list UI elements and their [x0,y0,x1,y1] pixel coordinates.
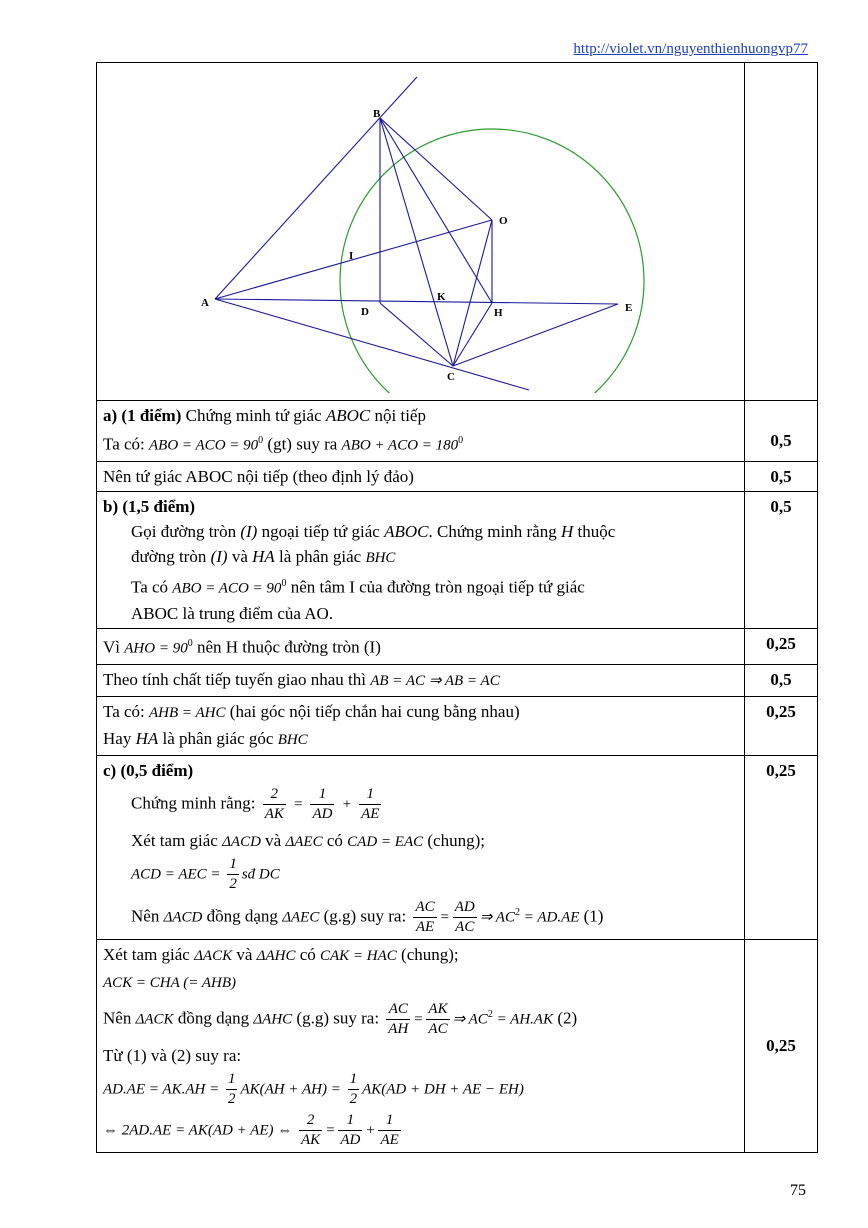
label-K: K [437,291,446,303]
frac-AC-AE: $\frac{AC}{AE}$ [415,898,435,935]
part-c-l2: Xét tam giác ΔACD và ΔAEC có CAD = EAC (chung); [131,830,485,850]
part-c-m1: Xét tam giác ΔACK và ΔAHC có CAK = HAC (chung); [103,944,459,964]
geometry-figure [97,63,747,393]
part-b-r3: Theo tính chất tiếp tuyến giao nhau thì AB = AC ⇒ AB = AC [97,664,745,696]
label-D: D [361,306,369,318]
part-b-p1: Gọi đường tròn (I) ngoại tiếp tứ giác ABOC. Chứng minh rằng H thuộc [131,521,616,541]
label-B: B [373,108,381,120]
frac-1-AE: $\frac{1}{AE}$ [361,785,380,822]
part-b-cell [97,491,745,629]
part-b-row [97,491,818,629]
part-c-score2: 0,25 [745,939,818,1152]
part-a-score: 0,5 [745,401,818,462]
figure-score-cell [745,63,818,401]
part-c-row2 [97,939,818,1152]
tangent-AC [215,299,529,390]
frac-AC-AH: $\frac{AC}{AH}$ [388,1000,409,1037]
line-AO [215,220,492,299]
frac-2-AK-b: $\frac{2}{AK}$ [301,1111,321,1148]
label-H: H [494,307,503,319]
part-c-title: c) (0,5 điểm) [103,760,194,780]
label-O: O [499,215,508,227]
part-c-m6: ⇔ 2AD.AE = AK(AD + AE) ⇔ $\frac{2}{AK}$ = $\frac{1}{AD}$ + $\frac{1}{AE}$ [103,1111,399,1148]
frac-AK-AC: $\frac{AK}{AC}$ [428,1000,448,1037]
part-b-score3: 0,5 [745,664,818,696]
part-c-l1: Chứng minh rằng: $\frac{2}{AK}$ = $\frac{1}{AD}$ + $\frac{1}{AE}$ [131,785,380,822]
part-a-cell [97,401,745,462]
frac-2-AK: $\frac{2}{AK}$ [264,785,284,822]
part-c-l4: Nên ΔACD đồng dạng ΔAEC (g.g) suy ra: $\frac{AC}{AE}$ = $\frac{AD}{AC}$ ⇒ $AC^2 = AD.AE$ (1) [131,898,604,935]
part-b-score4: 0,25 [745,696,818,755]
part-c-cell [97,755,745,939]
part-b-p2: đường tròn (I) và HA là phân giác BHC [131,546,396,566]
part-b-title: b) (1,5 điểm) [103,496,196,516]
line-BH [380,118,492,303]
label-C: C [447,371,455,383]
part-b-r2: Vì AHO = $90^0$ nên H thuộc đường tròn (I) [97,629,745,665]
frac-1-2: $\frac{1}{2}$ [229,855,237,892]
figure-cell [97,63,745,401]
label-A: A [201,297,209,309]
figure-row [97,63,818,401]
header-url[interactable]: http://violet.vn/nguyenthienhuongvp77 [573,41,808,57]
part-c-row [97,755,818,939]
line-AE [215,299,618,304]
solution-table [96,62,818,1153]
line-CD [380,303,453,366]
frac-1-2b: $\frac{1}{2}$ [227,1070,236,1107]
part-c-m2: ACK = CHA (= AHB) [103,974,237,991]
frac-1-AD-b: $\frac{1}{AD}$ [340,1111,361,1148]
part-b-p4: ABOC là trung điểm của AO. [131,604,334,624]
part-c-cell2 [97,939,745,1152]
part-c-l3: ACD = AEC = $\frac{1}{2}$ sđ DC [131,855,280,892]
part-b-score: 0,5 [745,491,818,629]
line-CE [453,304,618,366]
part-b-score2: 0,25 [745,629,818,665]
part-b-row4 [97,696,818,755]
part-a-row2 [97,461,818,491]
page-number: 75 [790,1182,806,1199]
part-c-score: 0,25 [745,755,818,939]
label-I: I [349,250,354,262]
label-E: E [625,302,633,314]
frac-1-AD: $\frac{1}{AD}$ [312,785,333,822]
part-b-row2 [97,629,818,665]
part-c-m4: Từ (1) và (2) suy ra: [103,1045,242,1065]
part-b-r4-line2: Hay HA là phân giác góc BHC [103,728,308,748]
tangent-AB [215,77,417,299]
part-b-r4 [97,696,745,755]
line-CH [453,303,492,366]
part-c-m3: Nên ΔACK đồng dạng ΔAHC (g.g) suy ra: $\frac{AC}{AH}$ = $\frac{AK}{AC}$ ⇒ $AC^2 = AH.AK$ (2) [103,1000,578,1037]
frac-1-AE-b: $\frac{1}{AE}$ [380,1111,399,1148]
line-BC [380,118,453,366]
part-c-m5: AD.AE = AK.AH = $\frac{1}{2}$ AK(AH + AH) = $\frac{1}{2}$ AK(AD + DH + AE − EH) [103,1070,524,1107]
part-a-row [97,401,818,462]
part-a-line2: Nên tứ giác ABOC nội tiếp (theo định lý đảo) [97,461,745,491]
part-a-title: a) (1 điểm) Chứng minh tứ giác ABOC nội tiếp [103,406,426,425]
line-BO [380,118,492,220]
part-a-score2: 0,5 [745,461,818,491]
frac-AD-AC: $\frac{AD}{AC}$ [454,898,475,935]
part-b-p3: Ta có ABO = ACO = $90^0$ nên tâm I của đường tròn ngoại tiếp tứ giác [131,577,585,597]
part-b-r4-line1: Ta có: AHB = AHC (hai góc nội tiếp chắn hai cung bằng nhau) [103,701,520,721]
part-b-row3 [97,664,818,696]
frac-1-2c: $\frac{1}{2}$ [349,1070,358,1107]
part-a-line1: Ta có: ABO = ACO = $90^0$ (gt) suy ra ABO + ACO = $180^0$ [103,434,464,454]
